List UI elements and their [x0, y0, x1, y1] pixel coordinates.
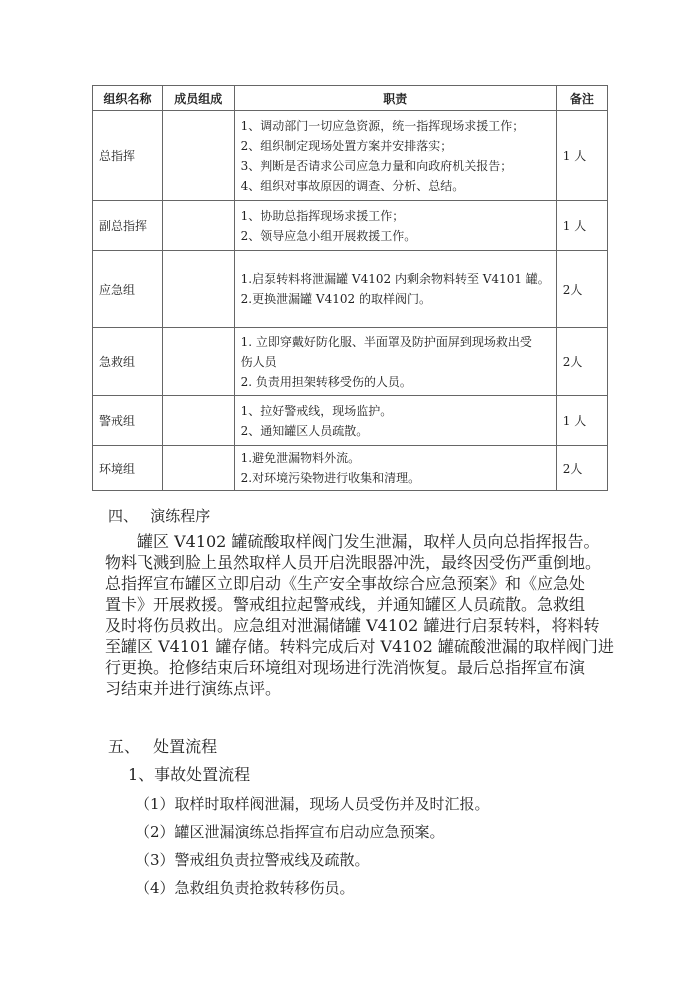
process-step: （1）取样时取样阀泄漏，现场人员受伤并及时汇报。 [135, 795, 490, 813]
duty-line: 1.避免泄漏物料外流。 [240, 451, 361, 465]
table-row [93, 201, 608, 251]
table-row [93, 251, 608, 328]
members [162, 201, 234, 251]
note: 1 人 [556, 201, 607, 251]
duty-line: 2.对环境污染物进行收集和清理。 [240, 471, 421, 485]
paragraph-line: 置卡》开展救援。警戒组拉起警戒线，并通知罐区人员疏散。急救组 [105, 595, 586, 614]
duty-line: 1、拉好警戒线，现场监护。 [240, 403, 393, 418]
table-row [93, 396, 608, 446]
duty-line: 伤人员 [240, 354, 277, 369]
members [162, 446, 234, 491]
members [162, 328, 234, 396]
table-row [93, 111, 608, 201]
paragraph-line: 物料飞溅到脸上虽然取样人员开启洗眼器冲洗，最终因受伤严重倒地。 [105, 553, 602, 572]
members [162, 111, 234, 201]
process-list [135, 790, 490, 902]
members [162, 251, 234, 328]
duties [234, 201, 556, 251]
org-name: 总指挥 [93, 111, 163, 201]
duty-line: 2、通知罐区人员疏散。 [240, 423, 369, 438]
header-note: 备注 [556, 86, 607, 111]
process-step: （2）罐区泄漏演练总指挥宣布启动应急预案。 [135, 823, 445, 841]
organization-table [92, 85, 608, 491]
paragraph-line: 及时将伤员救出。应急组对泄漏储罐 V4102 罐进行启泵转料，将料转 [105, 616, 600, 635]
duties [234, 396, 556, 446]
header-org-name: 组织名称 [93, 86, 163, 111]
table-header-row [93, 86, 608, 111]
duty-line: 2、领导应急小组开展救援工作。 [240, 228, 417, 243]
paragraph-line: 习结束并进行演练点评。 [105, 679, 282, 698]
duty-line: 2. 负责用担架转移受伤的人员。 [240, 374, 412, 389]
section-5-title: 五、 处置流程 [108, 737, 218, 756]
duty-line: 2.更换泄漏罐 V4102 的取样阀门。 [240, 292, 431, 306]
duties [234, 111, 556, 201]
section-4-paragraph [105, 531, 625, 699]
process-step: （3）警戒组负责拉警戒线及疏散。 [135, 851, 370, 869]
note: 2人 [556, 446, 607, 491]
paragraph-line: 行更换。抢修结束后环境组对现场进行洗消恢复。最后总指挥宣布演 [105, 658, 586, 677]
process-step: （4）急救组负责抢救转移伤员。 [135, 879, 355, 897]
org-name: 应急组 [93, 251, 163, 328]
duty-line: 1、协助总指挥现场求援工作； [240, 208, 405, 223]
duties [234, 328, 556, 396]
note: 1 人 [556, 396, 607, 446]
section-5-subtitle: 1、事故处置流程 [128, 765, 251, 784]
org-name: 警戒组 [93, 396, 163, 446]
paragraph-line: 至罐区 V4101 罐存储。转料完成后对 V4102 罐硫酸泄漏的取样阀门进 [105, 637, 614, 656]
duties [234, 251, 556, 328]
org-name: 副总指挥 [93, 201, 163, 251]
org-name: 急救组 [93, 328, 163, 396]
header-members: 成员组成 [162, 86, 234, 111]
duty-line: 1. 立即穿戴好防化服、半面罩及防护面屏到现场救出受 [240, 334, 532, 349]
table-row [93, 328, 608, 396]
org-name: 环境组 [93, 446, 163, 491]
table-row [93, 446, 608, 491]
duty-line: 1、调动部门一切应急资源，统一指挥现场求援工作； [240, 118, 525, 133]
section-4-title: 四、 演练程序 [108, 507, 211, 525]
duty-line: 4、组织对事故原因的调查、分析、总结。 [240, 178, 465, 193]
note: 1 人 [556, 111, 607, 201]
note: 2人 [556, 328, 607, 396]
note: 2人 [556, 251, 607, 328]
members [162, 396, 234, 446]
duty-line: 1.启泵转料将泄漏罐 V4102 内剩余物料转至 V4101 罐。 [240, 272, 550, 286]
duty-line: 2、组织制定现场处置方案并安排落实； [240, 138, 453, 153]
duty-line: 3、判断是否请求公司应急力量和向政府机关报告； [240, 158, 513, 173]
paragraph-line: 总指挥宣布罐区立即启动《生产安全事故综合应急预案》和《应急处 [105, 574, 586, 593]
header-duties: 职责 [234, 86, 556, 111]
paragraph-line: 罐区 V4102 罐硫酸取样阀门发生泄漏，取样人员向总指挥报告。 [105, 532, 600, 551]
duties [234, 446, 556, 491]
